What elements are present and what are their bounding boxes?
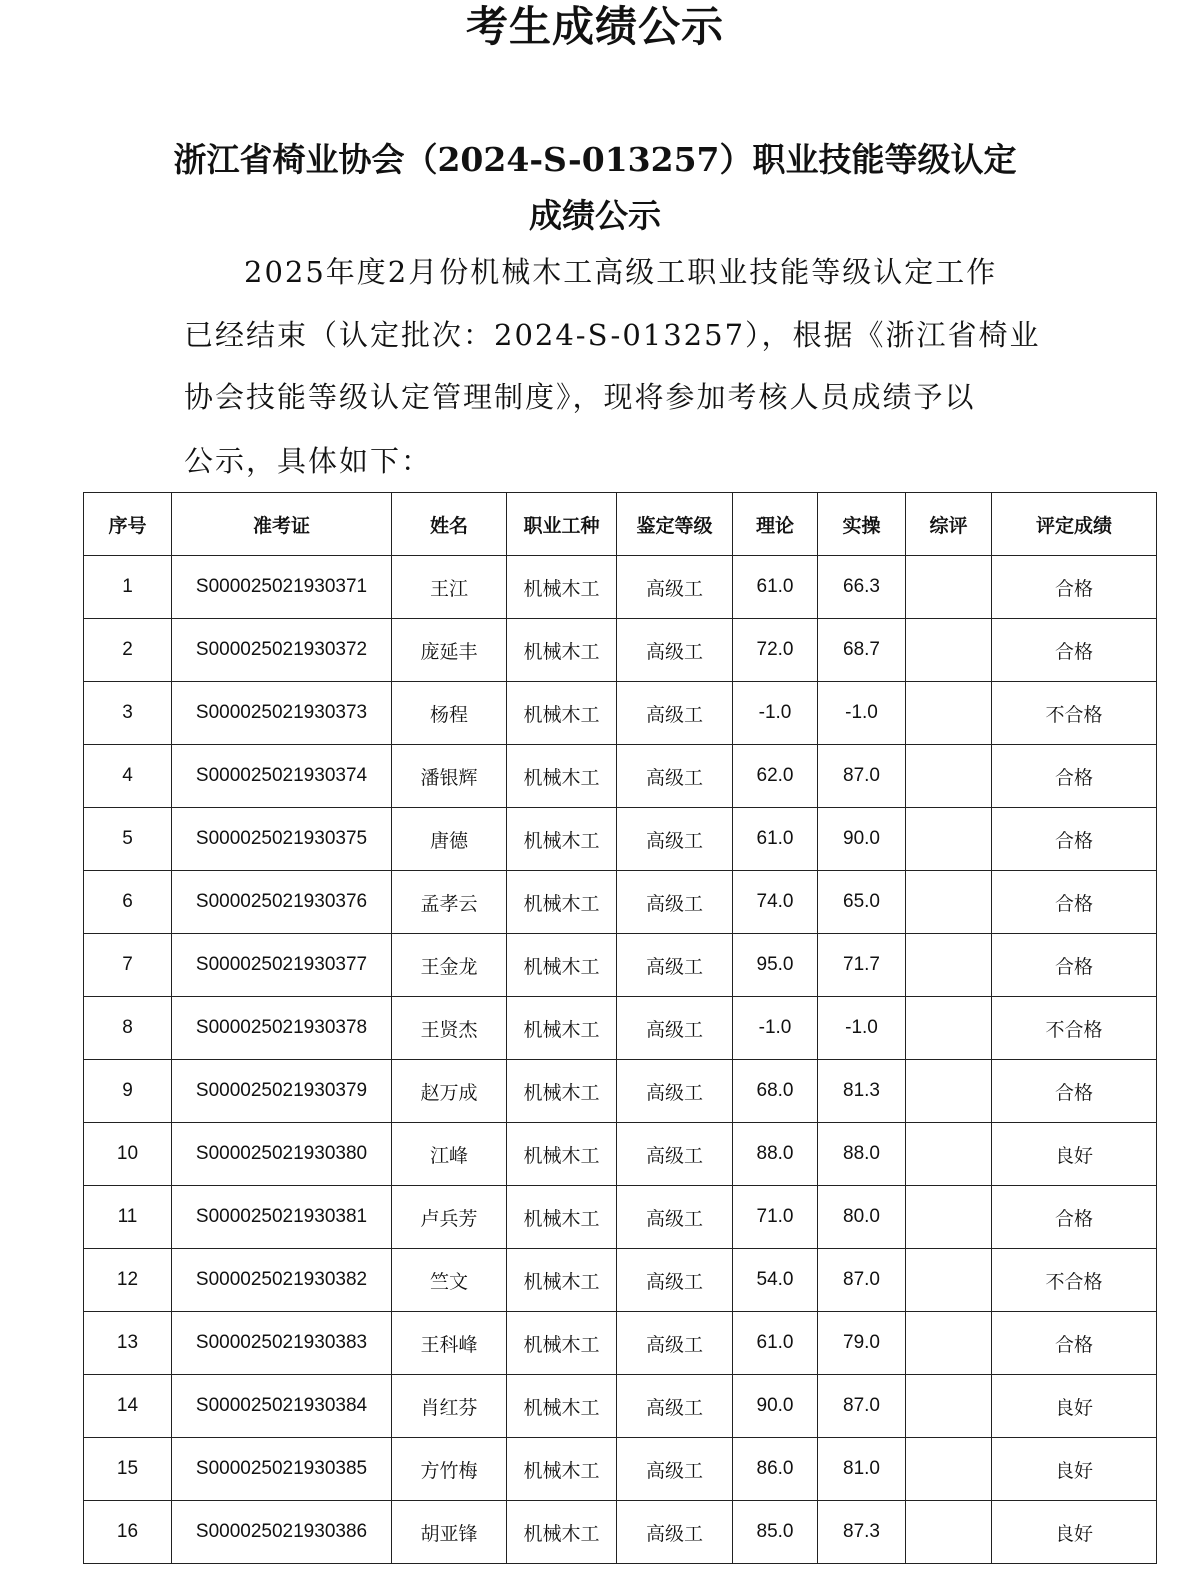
overall-cell <box>906 1438 992 1501</box>
result-cell: 良好 <box>992 1123 1157 1186</box>
overall-cell <box>906 1060 992 1123</box>
ticket-cell: S000025021930386 <box>172 1501 392 1564</box>
practice-cell: 90.0 <box>818 808 906 871</box>
ticket-cell: S000025021930374 <box>172 745 392 808</box>
overall-cell <box>906 619 992 682</box>
ticket-cell: S000025021930383 <box>172 1312 392 1375</box>
occupation-cell: 机械木工 <box>507 871 617 934</box>
occupation-cell: 机械木工 <box>507 808 617 871</box>
practice-cell: 81.3 <box>818 1060 906 1123</box>
seq-cell: 1 <box>84 556 172 619</box>
result-cell: 合格 <box>992 871 1157 934</box>
theory-cell: 90.0 <box>733 1375 818 1438</box>
seq-cell: 11 <box>84 1186 172 1249</box>
level-cell: 高级工 <box>617 871 733 934</box>
header-seq: 序号 <box>84 493 172 556</box>
theory-cell: 85.0 <box>733 1501 818 1564</box>
ticket-cell: S000025021930380 <box>172 1123 392 1186</box>
level-cell: 高级工 <box>617 1123 733 1186</box>
occupation-cell: 机械木工 <box>507 1060 617 1123</box>
ticket-cell: S000025021930385 <box>172 1438 392 1501</box>
table-row <box>84 1060 1157 1123</box>
result-cell: 合格 <box>992 619 1157 682</box>
result-cell: 不合格 <box>992 1249 1157 1312</box>
practice-cell: 68.7 <box>818 619 906 682</box>
header-ticket: 准考证 <box>172 493 392 556</box>
seq-cell: 4 <box>84 745 172 808</box>
overall-cell <box>906 1375 992 1438</box>
level-cell: 高级工 <box>617 1501 733 1564</box>
result-cell: 合格 <box>992 745 1157 808</box>
level-cell: 高级工 <box>617 1438 733 1501</box>
name-cell: 孟孝云 <box>392 871 507 934</box>
occupation-cell: 机械木工 <box>507 934 617 997</box>
overall-cell <box>906 871 992 934</box>
name-cell: 方竹梅 <box>392 1438 507 1501</box>
overall-cell <box>906 934 992 997</box>
overall-cell <box>906 1249 992 1312</box>
level-cell: 高级工 <box>617 619 733 682</box>
name-cell: 胡亚锋 <box>392 1501 507 1564</box>
practice-cell: 87.0 <box>818 1375 906 1438</box>
theory-cell: -1.0 <box>733 682 818 745</box>
level-cell: 高级工 <box>617 1249 733 1312</box>
ticket-cell: S000025021930375 <box>172 808 392 871</box>
result-cell: 合格 <box>992 934 1157 997</box>
table-row <box>84 1249 1157 1312</box>
seq-cell: 6 <box>84 871 172 934</box>
occupation-cell: 机械木工 <box>507 619 617 682</box>
overall-cell <box>906 745 992 808</box>
practice-cell: 65.0 <box>818 871 906 934</box>
result-cell: 不合格 <box>992 997 1157 1060</box>
name-cell: 赵万成 <box>392 1060 507 1123</box>
theory-cell: 74.0 <box>733 871 818 934</box>
seq-cell: 15 <box>84 1438 172 1501</box>
intro-line-3: 协会技能等级认定管理制度》，现将参加考核人员成绩予以 <box>184 380 976 414</box>
table-row <box>84 1186 1157 1249</box>
practice-cell: 87.0 <box>818 745 906 808</box>
level-cell: 高级工 <box>617 745 733 808</box>
header-occupation: 职业工种 <box>507 493 617 556</box>
seq-cell: 14 <box>84 1375 172 1438</box>
table-row <box>84 1375 1157 1438</box>
seq-cell: 8 <box>84 997 172 1060</box>
occupation-cell: 机械木工 <box>507 1312 617 1375</box>
seq-cell: 5 <box>84 808 172 871</box>
overall-cell <box>906 1186 992 1249</box>
level-cell: 高级工 <box>617 997 733 1060</box>
level-cell: 高级工 <box>617 556 733 619</box>
name-cell: 江峰 <box>392 1123 507 1186</box>
overall-cell <box>906 997 992 1060</box>
theory-cell: 68.0 <box>733 1060 818 1123</box>
header-theory: 理论 <box>733 493 818 556</box>
name-cell: 卢兵芳 <box>392 1186 507 1249</box>
overall-cell <box>906 556 992 619</box>
level-cell: 高级工 <box>617 682 733 745</box>
name-cell: 庞延丰 <box>392 619 507 682</box>
practice-cell: 81.0 <box>818 1438 906 1501</box>
level-cell: 高级工 <box>617 1312 733 1375</box>
theory-cell: 62.0 <box>733 745 818 808</box>
header-level: 鉴定等级 <box>617 493 733 556</box>
ticket-cell: S000025021930378 <box>172 997 392 1060</box>
name-cell: 肖红芬 <box>392 1375 507 1438</box>
result-cell: 良好 <box>992 1375 1157 1438</box>
practice-cell: 87.0 <box>818 1249 906 1312</box>
table-row <box>84 871 1157 934</box>
theory-cell: 88.0 <box>733 1123 818 1186</box>
level-cell: 高级工 <box>617 1375 733 1438</box>
theory-cell: 61.0 <box>733 808 818 871</box>
table-row <box>84 682 1157 745</box>
ticket-cell: S000025021930372 <box>172 619 392 682</box>
header-overall: 综评 <box>906 493 992 556</box>
table-body <box>84 556 1157 1564</box>
theory-cell: 61.0 <box>733 1312 818 1375</box>
seq-cell: 10 <box>84 1123 172 1186</box>
occupation-cell: 机械木工 <box>507 1375 617 1438</box>
result-cell: 合格 <box>992 556 1157 619</box>
theory-cell: -1.0 <box>733 997 818 1060</box>
table-row <box>84 745 1157 808</box>
seq-cell: 13 <box>84 1312 172 1375</box>
theory-cell: 71.0 <box>733 1186 818 1249</box>
intro-line-2: 已经结束（认定批次：2024-S-013257），根据《浙江省椅业 <box>184 318 1041 352</box>
theory-cell: 61.0 <box>733 556 818 619</box>
ticket-cell: S000025021930384 <box>172 1375 392 1438</box>
practice-cell: -1.0 <box>818 997 906 1060</box>
practice-cell: -1.0 <box>818 682 906 745</box>
name-cell: 竺文 <box>392 1249 507 1312</box>
result-cell: 合格 <box>992 808 1157 871</box>
seq-cell: 3 <box>84 682 172 745</box>
header-result: 评定成绩 <box>992 493 1157 556</box>
name-cell: 王科峰 <box>392 1312 507 1375</box>
table-row <box>84 1501 1157 1564</box>
ticket-cell: S000025021930382 <box>172 1249 392 1312</box>
practice-cell: 88.0 <box>818 1123 906 1186</box>
practice-cell: 79.0 <box>818 1312 906 1375</box>
practice-cell: 80.0 <box>818 1186 906 1249</box>
table-row <box>84 619 1157 682</box>
occupation-cell: 机械木工 <box>507 682 617 745</box>
table-header-row <box>84 493 1157 556</box>
overall-cell <box>906 1501 992 1564</box>
intro-line-4: 公示，具体如下： <box>184 444 433 478</box>
overall-cell <box>906 808 992 871</box>
result-cell: 合格 <box>992 1312 1157 1375</box>
practice-cell: 66.3 <box>818 556 906 619</box>
ticket-cell: S000025021930377 <box>172 934 392 997</box>
theory-cell: 95.0 <box>733 934 818 997</box>
practice-cell: 71.7 <box>818 934 906 997</box>
document-heading-line-1: 浙江省椅业协会（2024-S-013257）职业技能等级认定 <box>173 140 1017 179</box>
occupation-cell: 机械木工 <box>507 1501 617 1564</box>
document-heading-line-2: 成绩公示 <box>529 196 661 235</box>
ticket-cell: S000025021930376 <box>172 871 392 934</box>
overall-cell <box>906 682 992 745</box>
header-practice: 实操 <box>818 493 906 556</box>
practice-cell: 87.3 <box>818 1501 906 1564</box>
theory-cell: 72.0 <box>733 619 818 682</box>
table-row <box>84 934 1157 997</box>
name-cell: 王金龙 <box>392 934 507 997</box>
level-cell: 高级工 <box>617 1060 733 1123</box>
occupation-cell: 机械木工 <box>507 556 617 619</box>
result-cell: 不合格 <box>992 682 1157 745</box>
name-cell: 杨程 <box>392 682 507 745</box>
name-cell: 唐德 <box>392 808 507 871</box>
result-cell: 良好 <box>992 1438 1157 1501</box>
page-title: 考生成绩公示 <box>465 2 724 51</box>
table-row <box>84 997 1157 1060</box>
level-cell: 高级工 <box>617 808 733 871</box>
table-row <box>84 556 1157 619</box>
occupation-cell: 机械木工 <box>507 745 617 808</box>
intro-line-1: 2025年度2月份机械木工高级工职业技能等级认定工作 <box>244 255 998 289</box>
table-row <box>84 1123 1157 1186</box>
theory-cell: 54.0 <box>733 1249 818 1312</box>
seq-cell: 16 <box>84 1501 172 1564</box>
ticket-cell: S000025021930371 <box>172 556 392 619</box>
seq-cell: 7 <box>84 934 172 997</box>
level-cell: 高级工 <box>617 934 733 997</box>
result-cell: 合格 <box>992 1186 1157 1249</box>
table-row <box>84 1438 1157 1501</box>
ticket-cell: S000025021930373 <box>172 682 392 745</box>
name-cell: 王江 <box>392 556 507 619</box>
theory-cell: 86.0 <box>733 1438 818 1501</box>
occupation-cell: 机械木工 <box>507 1186 617 1249</box>
ticket-cell: S000025021930381 <box>172 1186 392 1249</box>
ticket-cell: S000025021930379 <box>172 1060 392 1123</box>
seq-cell: 2 <box>84 619 172 682</box>
occupation-cell: 机械木工 <box>507 997 617 1060</box>
overall-cell <box>906 1312 992 1375</box>
seq-cell: 9 <box>84 1060 172 1123</box>
occupation-cell: 机械木工 <box>507 1249 617 1312</box>
score-table <box>83 492 1157 1564</box>
occupation-cell: 机械木工 <box>507 1123 617 1186</box>
overall-cell <box>906 1123 992 1186</box>
result-cell: 良好 <box>992 1501 1157 1564</box>
table-row <box>84 808 1157 871</box>
level-cell: 高级工 <box>617 1186 733 1249</box>
header-name: 姓名 <box>392 493 507 556</box>
table-row <box>84 1312 1157 1375</box>
name-cell: 潘银辉 <box>392 745 507 808</box>
seq-cell: 12 <box>84 1249 172 1312</box>
result-cell: 合格 <box>992 1060 1157 1123</box>
name-cell: 王贤杰 <box>392 997 507 1060</box>
occupation-cell: 机械木工 <box>507 1438 617 1501</box>
